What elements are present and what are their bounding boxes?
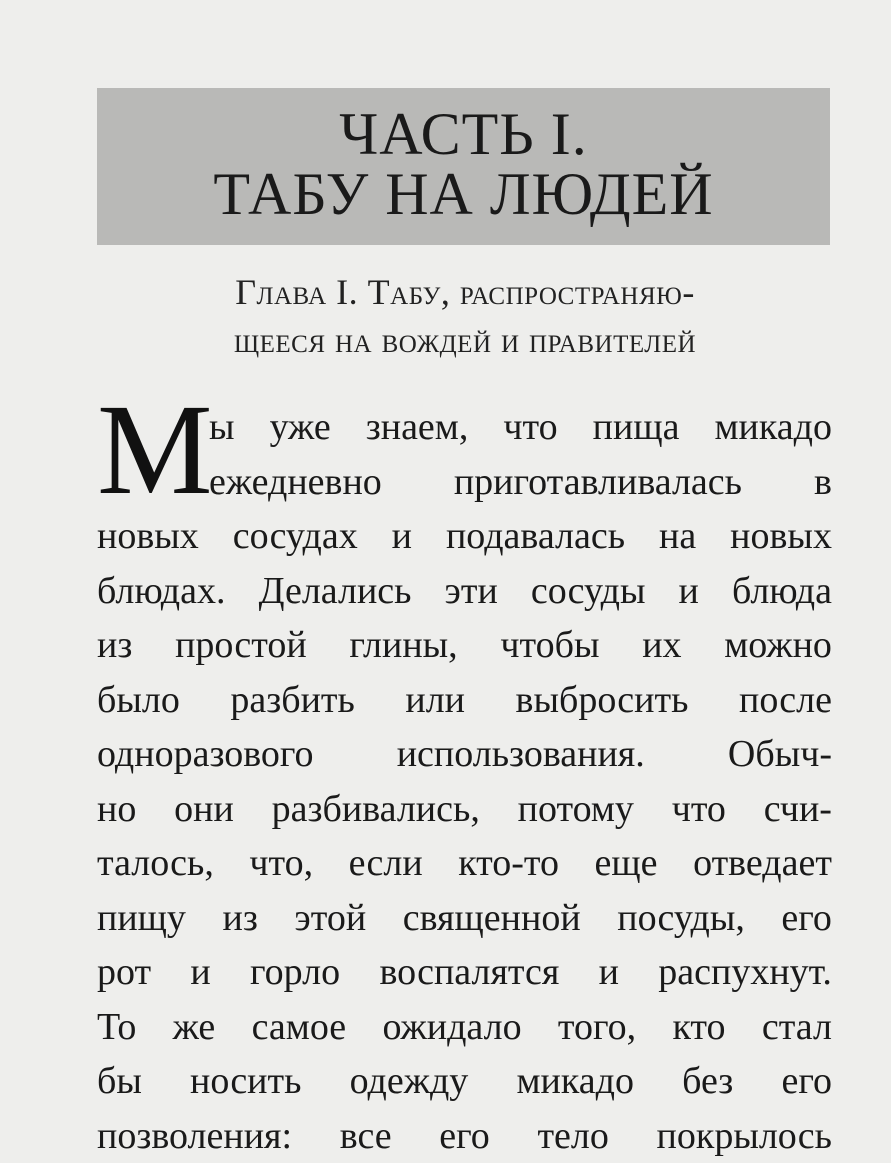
chapter-heading-line-2: щееся на вождей и правителей (100, 316, 830, 364)
body-word: То (97, 1000, 136, 1055)
body-word: же (173, 1000, 216, 1055)
chapter-heading-line-1: Глава I. Табу, распространяю- (100, 268, 830, 316)
body-word: новых (97, 509, 199, 564)
body-word: их (642, 618, 681, 673)
body-word: талось, (97, 836, 214, 891)
body-word: микадо (516, 1054, 633, 1109)
body-word: можно (724, 618, 832, 673)
body-word: что (672, 782, 726, 837)
body-word: распухнут. (658, 945, 832, 1000)
body-word: подавалась (446, 509, 625, 564)
body-word: выбросить (516, 673, 689, 728)
body-word: знаем, (366, 400, 469, 455)
body-word: пища (593, 400, 680, 455)
body-word: разбить (230, 673, 354, 728)
body-word: позволения: (97, 1109, 292, 1163)
body-word: эти (445, 564, 498, 619)
body-word: его (781, 891, 832, 946)
body-word: сосуды (531, 564, 646, 619)
body-word: микадо (714, 400, 831, 455)
body-word: сосудах (233, 509, 358, 564)
drop-cap: М (97, 394, 213, 506)
body-word: из (97, 618, 132, 673)
body-word: было (97, 673, 180, 728)
body-word: того, (558, 1000, 636, 1055)
body-word: тело (537, 1109, 608, 1163)
body-word: носить (190, 1054, 301, 1109)
body-word: что (503, 400, 557, 455)
body-word: что, (249, 836, 313, 891)
body-word: бы (97, 1054, 142, 1109)
body-line (97, 618, 832, 673)
body-word: еще (595, 836, 658, 891)
body-word: покрылось (657, 1109, 832, 1163)
body-line (97, 564, 832, 619)
body-word: простой (175, 618, 307, 673)
body-word: пищу (97, 891, 186, 946)
body-word: использования. (397, 727, 645, 782)
body-word: счи- (764, 782, 832, 837)
body-word: разбивались, (272, 782, 480, 837)
body-line (97, 509, 832, 564)
body-word: и (392, 509, 412, 564)
part-title-line-1: ЧАСТЬ I. (97, 104, 830, 164)
body-word: ожидало (382, 1000, 521, 1055)
body-word: отведает (693, 836, 832, 891)
body-word: его (439, 1109, 490, 1163)
body-word: без (682, 1054, 733, 1109)
part-title-line-2: ТАБУ НА ЛЮДЕЙ (97, 164, 830, 224)
body-word: рот (97, 945, 151, 1000)
body-word: и (190, 945, 210, 1000)
body-word: воспалятся (379, 945, 559, 1000)
body-line (97, 400, 832, 455)
body-line (97, 1109, 832, 1163)
body-word: ы (209, 400, 235, 455)
body-word: они (174, 782, 234, 837)
body-line (97, 945, 832, 1000)
body-word: самое (252, 1000, 347, 1055)
body-word: уже (270, 400, 331, 455)
body-word: глины, (349, 618, 457, 673)
body-word: приготавливалась (454, 455, 742, 510)
body-word: и (599, 945, 619, 1000)
body-line (97, 836, 832, 891)
body-word: одежду (350, 1054, 469, 1109)
body-line (97, 891, 832, 946)
body-word: одноразового (97, 727, 314, 782)
body-line (97, 1000, 832, 1055)
body-word: на (659, 509, 696, 564)
body-line (97, 455, 832, 510)
body-line (97, 673, 832, 728)
body-word: кто (672, 1000, 725, 1055)
body-line (97, 1054, 832, 1109)
body-word: посуды, (617, 891, 745, 946)
part-title-banner (97, 88, 830, 245)
body-line (97, 727, 832, 782)
body-word: ежедневно (209, 455, 382, 510)
body-word: горло (250, 945, 340, 1000)
body-word: стал (762, 1000, 832, 1055)
body-word: из (223, 891, 258, 946)
body-word: блюдах. (97, 564, 226, 619)
body-word: в (814, 455, 832, 510)
body-line (97, 782, 832, 837)
body-word: этой (294, 891, 366, 946)
body-word: блюда (732, 564, 832, 619)
body-word: чтобы (500, 618, 599, 673)
body-word: если (349, 836, 423, 891)
body-word: кто-то (458, 836, 559, 891)
body-word: и (679, 564, 699, 619)
body-word: священной (403, 891, 581, 946)
body-word: но (97, 782, 136, 837)
body-word: его (781, 1054, 832, 1109)
body-word: или (405, 673, 465, 728)
body-word: потому (518, 782, 634, 837)
body-word: Обыч- (728, 727, 832, 782)
body-text (97, 400, 832, 1163)
body-word: Делались (259, 564, 412, 619)
body-word: все (340, 1109, 392, 1163)
chapter-heading (100, 268, 830, 364)
body-word: после (739, 673, 832, 728)
body-word: новых (730, 509, 832, 564)
